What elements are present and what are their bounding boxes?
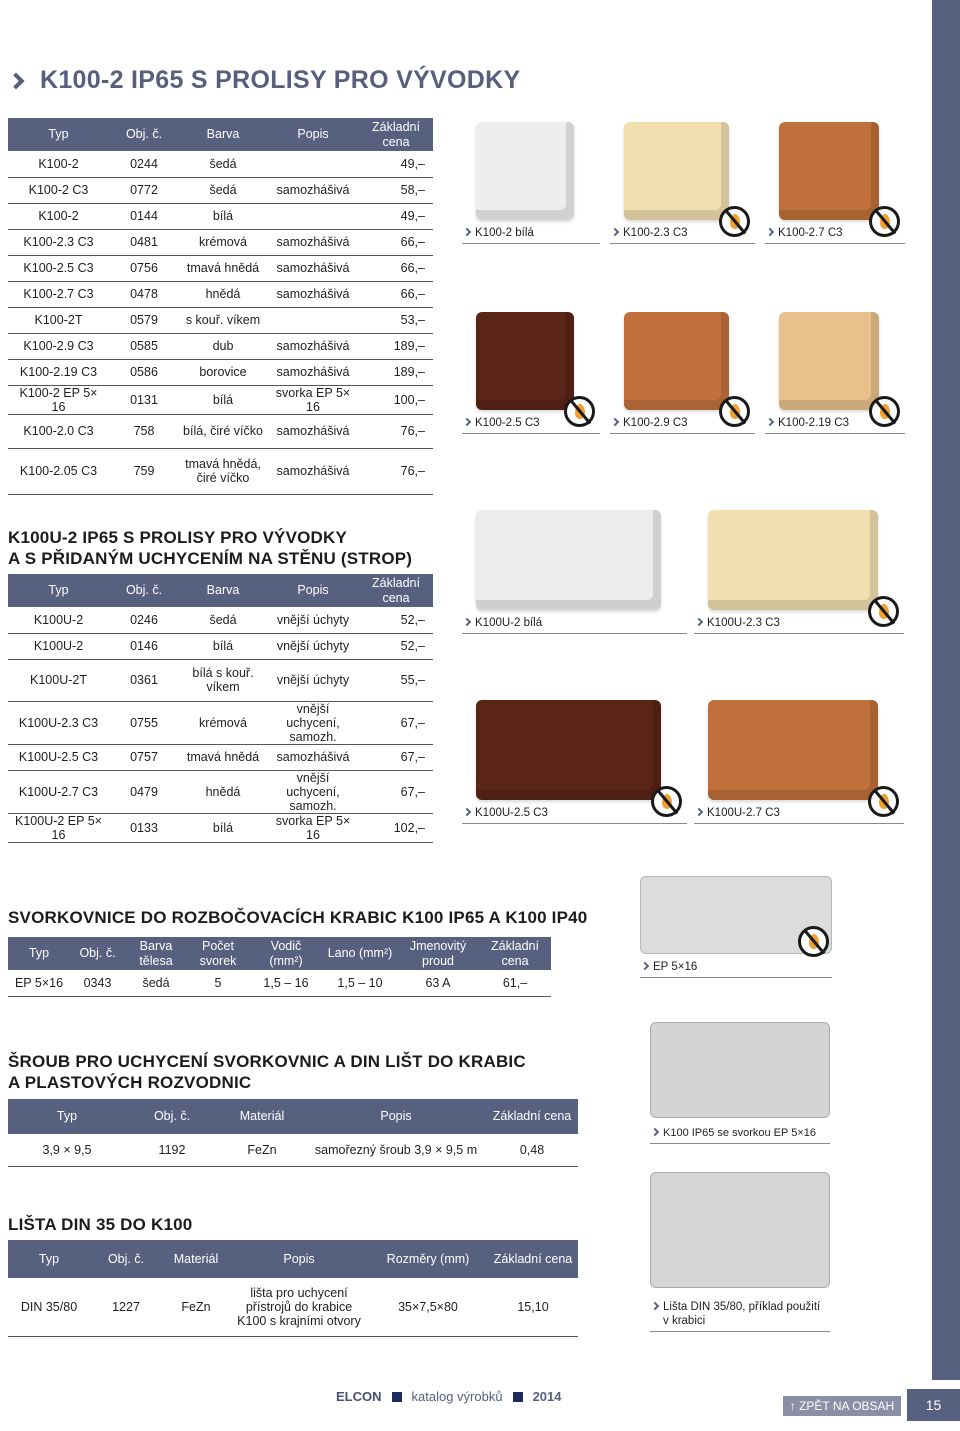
table-cell: samozhášivá: [267, 744, 359, 770]
column-header: Typ: [8, 1099, 126, 1134]
footer-year: 2014: [532, 1389, 562, 1404]
table-cell: tmavá hnědá: [179, 255, 267, 281]
table-cell: 0478: [109, 281, 179, 307]
product-label-text: K100-2.3 C3: [623, 227, 688, 239]
chevron-right-icon: [651, 1302, 659, 1310]
product-card: [462, 510, 687, 634]
product-photo: [708, 700, 878, 800]
product-card: [462, 122, 600, 244]
product-label-text: K100-2.9 C3: [623, 417, 688, 429]
table-cell: samořezný šroub 3,9 × 9,5 m: [306, 1134, 486, 1166]
table-cell: K100-2: [8, 203, 109, 229]
table-cell: 1227: [90, 1278, 162, 1336]
table-cell: krémová: [179, 229, 267, 255]
product-label-text: K100U-2.5 C3: [475, 807, 548, 819]
table-row: [8, 203, 433, 229]
table-cell: 0772: [109, 177, 179, 203]
column-header: Materiál: [218, 1099, 306, 1134]
table-cell: 189,–: [359, 333, 433, 359]
table-lista-din: [8, 1240, 578, 1337]
table-cell: 35×7,5×80: [368, 1278, 488, 1336]
table-cell: bílá: [179, 633, 267, 659]
table-cell: hnědá: [179, 281, 267, 307]
table-row: [8, 770, 433, 813]
table-row: [8, 177, 433, 203]
table-cell: 0755: [109, 701, 179, 744]
table-cell: 0244: [109, 151, 179, 177]
product-label: [462, 226, 600, 244]
table-row: [8, 359, 433, 385]
column-header: Základní cena: [359, 118, 433, 151]
table-cell: svorka EP 5× 16: [267, 813, 359, 842]
table-row: [8, 385, 433, 414]
product-label-text: K100U-2.7 C3: [707, 807, 780, 819]
table-cell: bílá s kouř. víkem: [179, 659, 267, 701]
fire-safe-icon: [719, 396, 750, 427]
column-header: Popis: [306, 1099, 486, 1134]
table-cell: K100U-2 EP 5× 16: [8, 813, 109, 842]
footer-brand: ELCON: [336, 1389, 382, 1404]
table-cell: [267, 307, 359, 333]
table-cell: 0586: [109, 359, 179, 385]
chevron-right-icon: [611, 228, 619, 236]
table-cell: tmavá hnědá: [179, 744, 267, 770]
table-cell: FeZn: [162, 1278, 230, 1336]
product-card: [610, 122, 755, 244]
table-cell: šedá: [179, 607, 267, 633]
column-header: Jmenovitý proud: [397, 937, 479, 970]
table-row: [8, 414, 433, 448]
table-cell: EP 5×16: [8, 970, 70, 996]
fire-safe-icon: [869, 396, 900, 427]
table-cell: bílá, čiré víčko: [179, 414, 267, 448]
page-number: 15: [907, 1389, 960, 1421]
table-cell: krémová: [179, 701, 267, 744]
table-row: [8, 659, 433, 701]
table-cell: K100-2 EP 5× 16: [8, 385, 109, 414]
table-cell: samozhášivá: [267, 281, 359, 307]
column-header: Barva tělesa: [125, 937, 187, 970]
product-photo: [779, 312, 879, 410]
table-row: [8, 151, 433, 177]
product-ep-5x16: [640, 876, 832, 986]
table-row: [8, 970, 551, 996]
product-card: [462, 700, 687, 824]
table-cell: K100U-2: [8, 633, 109, 659]
table-sroub: [8, 1099, 578, 1167]
table-cell: K100-2 C3: [8, 177, 109, 203]
footer: [336, 1389, 561, 1404]
footer-catalog: katalog výrobků: [411, 1389, 503, 1404]
table-cell: [267, 203, 359, 229]
table-cell: samozhášivá: [267, 333, 359, 359]
fire-safe-icon: [868, 596, 899, 627]
table-cell: DIN 35/80: [8, 1278, 90, 1336]
product-photo: [476, 122, 574, 220]
product-card: [765, 312, 905, 434]
product-k100-ip65-svorka: [650, 1022, 830, 1146]
column-header: Typ: [8, 1240, 90, 1278]
page-title: [8, 66, 520, 95]
table-cell: 100,–: [359, 385, 433, 414]
table-cell: 0144: [109, 203, 179, 229]
table-row: [8, 1134, 578, 1166]
table-cell: 0146: [109, 633, 179, 659]
table-cell: hnědá: [179, 770, 267, 813]
table-row: [8, 744, 433, 770]
table-cell: 0479: [109, 770, 179, 813]
table-cell: lišta pro uchycení přístrojů do krabice K100 s krajními otvory: [230, 1278, 368, 1336]
product-photo: [476, 510, 661, 610]
column-header: Obj. č.: [109, 574, 179, 607]
product-label: [462, 616, 687, 634]
table-cell: 0343: [70, 970, 125, 996]
column-header: Typ: [8, 118, 109, 151]
table-cell: bílá: [179, 813, 267, 842]
table-cell: 1192: [126, 1134, 218, 1166]
table-cell: K100-2.19 C3: [8, 359, 109, 385]
column-header: Popis: [267, 118, 359, 151]
chevron-right-icon: [463, 418, 471, 426]
product-photo: [624, 122, 729, 220]
chevron-right-icon: [695, 808, 703, 816]
table-cell: samozhášivá: [267, 414, 359, 448]
product-card: [462, 312, 600, 434]
product-label: [640, 960, 832, 978]
table-cell: 15,10: [488, 1278, 578, 1336]
table-cell: šedá: [179, 177, 267, 203]
table-cell: 49,–: [359, 151, 433, 177]
table-cell: 0246: [109, 607, 179, 633]
product-photo: [476, 312, 574, 410]
section-title-line: A S PŘIDANÝM UCHYCENÍM NA STĚNU (STROP): [8, 549, 413, 568]
table-header-row: [8, 118, 433, 151]
table-cell: borovice: [179, 359, 267, 385]
table-cell: 0756: [109, 255, 179, 281]
table-svorkovnice: [8, 937, 551, 997]
table-cell: K100U-2T: [8, 659, 109, 701]
table-cell: 759: [109, 448, 179, 494]
table-cell: 66,–: [359, 255, 433, 281]
table-cell: K100U-2.3 C3: [8, 701, 109, 744]
table-cell: 1,5 – 16: [249, 970, 323, 996]
section-title-line: A PLASTOVÝCH ROZVODNIC: [8, 1073, 252, 1092]
column-header: Popis: [230, 1240, 368, 1278]
product-photo: [476, 700, 661, 800]
column-header: Lano (mm²): [323, 937, 397, 970]
chevron-right-icon: [641, 962, 649, 970]
column-header: Obj. č.: [70, 937, 125, 970]
table-cell: K100-2.3 C3: [8, 229, 109, 255]
table-cell: vnější úchyty: [267, 633, 359, 659]
chevron-right-icon: [463, 618, 471, 626]
fire-safe-icon: [869, 206, 900, 237]
page-title-text: K100-2 IP65 S PROLISY PRO VÝVODKY: [40, 66, 521, 94]
chevron-right-icon: [766, 418, 774, 426]
table-cell: 5: [187, 970, 249, 996]
section-title-line: ŠROUB PRO UCHYCENÍ SVORKOVNIC A DIN LIŠT DO KRABIC: [8, 1052, 526, 1071]
table-cell: samozhášivá: [267, 448, 359, 494]
table-cell: 53,–: [359, 307, 433, 333]
column-header: Popis: [267, 574, 359, 607]
product-photo: [779, 122, 879, 220]
column-header: Základní cena: [486, 1099, 578, 1134]
table-cell: K100-2T: [8, 307, 109, 333]
product-photo: [624, 312, 729, 410]
table-cell: samozhášivá: [267, 359, 359, 385]
section-title-svorkovnice: SVORKOVNICE DO ROZBOČOVACÍCH KRABIC K100 IP65 A K100 IP40: [8, 908, 588, 927]
column-header: Vodič (mm²): [249, 937, 323, 970]
column-header: Základní cena: [479, 937, 551, 970]
section-title-line: K100U-2 IP65 S PROLISY PRO VÝVODKY: [8, 528, 348, 547]
table-cell: 67,–: [359, 770, 433, 813]
table-cell: K100-2: [8, 151, 109, 177]
square-bullet-icon: [392, 1392, 402, 1402]
column-header: Barva: [179, 118, 267, 151]
section-title-lista-din: LIŠTA DIN 35 DO K100: [8, 1215, 193, 1234]
table-header-row: [8, 574, 433, 607]
table-cell: 0131: [109, 385, 179, 414]
column-header: Barva: [179, 574, 267, 607]
product-label-text: K100-2.19 C3: [778, 417, 849, 429]
table-row: [8, 333, 433, 359]
table-cell: K100U-2.7 C3: [8, 770, 109, 813]
table-row: [8, 607, 433, 633]
table-cell: 0585: [109, 333, 179, 359]
column-header: Typ: [8, 574, 109, 607]
table-cell: K100-2.7 C3: [8, 281, 109, 307]
table-cell: K100-2.05 C3: [8, 448, 109, 494]
square-bullet-icon: [513, 1392, 523, 1402]
table-row: [8, 229, 433, 255]
table-row: [8, 448, 433, 494]
product-photo: [650, 1022, 830, 1118]
table-cell: 76,–: [359, 448, 433, 494]
table-cell: K100-2.9 C3: [8, 333, 109, 359]
chevron-right-icon: [8, 72, 25, 89]
table-cell: 0,48: [486, 1134, 578, 1166]
table-cell: vnější uchycení, samozh.: [267, 701, 359, 744]
chevron-right-icon: [611, 418, 619, 426]
product-label-text: K100U-2 bílá: [475, 617, 543, 629]
table-cell: 52,–: [359, 633, 433, 659]
table-cell: 102,–: [359, 813, 433, 842]
column-header: Základní cena: [488, 1240, 578, 1278]
table-cell: 66,–: [359, 281, 433, 307]
table-cell: svorka EP 5× 16: [267, 385, 359, 414]
table-cell: 66,–: [359, 229, 433, 255]
chevron-right-icon: [463, 808, 471, 816]
table-cell: 55,–: [359, 659, 433, 701]
table-cell: [267, 151, 359, 177]
product-label-text: K100U-2.3 C3: [707, 617, 780, 629]
table-cell: K100U-2.5 C3: [8, 744, 109, 770]
column-header: Rozměry (mm): [368, 1240, 488, 1278]
table-cell: 67,–: [359, 744, 433, 770]
table-cell: K100U-2: [8, 607, 109, 633]
table-cell: 61,–: [479, 970, 551, 996]
table-cell: K100-2.0 C3: [8, 414, 109, 448]
table-cell: tmavá hnědá, čiré víčko: [179, 448, 267, 494]
product-label-text: K100-2.5 C3: [475, 417, 540, 429]
product-label-text: EP 5×16: [653, 961, 698, 973]
product-label: [650, 1300, 830, 1332]
table-cell: dub: [179, 333, 267, 359]
table-header-row: [8, 937, 551, 970]
table-cell: FeZn: [218, 1134, 306, 1166]
table-k100-2: [8, 118, 433, 495]
table-cell: 63 A: [397, 970, 479, 996]
chevron-right-icon: [695, 618, 703, 626]
table-cell: samozhášivá: [267, 255, 359, 281]
table-cell: 49,–: [359, 203, 433, 229]
fire-safe-icon: [868, 786, 899, 817]
fire-safe-icon: [719, 206, 750, 237]
chevron-right-icon: [463, 228, 471, 236]
table-k100u-2: [8, 574, 433, 843]
product-card: [610, 312, 755, 434]
column-header: Obj. č.: [90, 1240, 162, 1278]
table-cell: 67,–: [359, 701, 433, 744]
column-header: Materiál: [162, 1240, 230, 1278]
table-cell: 52,–: [359, 607, 433, 633]
table-header-row: [8, 1240, 578, 1278]
table-header-row: [8, 1099, 578, 1134]
table-row: [8, 701, 433, 744]
table-cell: 189,–: [359, 359, 433, 385]
product-photo: [708, 510, 878, 610]
column-header: Obj. č.: [126, 1099, 218, 1134]
table-cell: s kouř. víkem: [179, 307, 267, 333]
product-card: [694, 510, 904, 634]
table-row: [8, 255, 433, 281]
product-label-text: v krabici: [663, 1315, 706, 1327]
column-header: Počet svorek: [187, 937, 249, 970]
product-label-text: K100 IP65 se svorkou EP 5×16: [663, 1127, 816, 1139]
product-label-text: K100-2.7 C3: [778, 227, 843, 239]
table-cell: samozhášivá: [267, 229, 359, 255]
product-photo: [650, 1172, 830, 1288]
table-cell: bílá: [179, 203, 267, 229]
table-cell: bílá: [179, 385, 267, 414]
table-cell: samozhášivá: [267, 177, 359, 203]
table-cell: vnější úchyty: [267, 659, 359, 701]
product-card: [765, 122, 905, 244]
section-title-sroub: [8, 1051, 526, 1093]
column-header: Obj. č.: [109, 118, 179, 151]
table-cell: vnější uchycení, samozh.: [267, 770, 359, 813]
chevron-right-icon: [766, 228, 774, 236]
table-cell: 3,9 × 9,5: [8, 1134, 126, 1166]
table-cell: šedá: [125, 970, 187, 996]
table-cell: 0579: [109, 307, 179, 333]
column-header: Typ: [8, 937, 70, 970]
table-cell: 0361: [109, 659, 179, 701]
table-cell: 0481: [109, 229, 179, 255]
table-row: [8, 1278, 578, 1336]
fire-safe-icon: [651, 786, 682, 817]
table-cell: 76,–: [359, 414, 433, 448]
product-label-text: K100-2 bílá: [475, 227, 534, 239]
column-header: Základní cena: [359, 574, 433, 607]
table-cell: 0133: [109, 813, 179, 842]
table-cell: 0757: [109, 744, 179, 770]
product-card: [694, 700, 904, 824]
section-title-k100u-2: [8, 527, 412, 569]
table-row: [8, 281, 433, 307]
page-sidebar: [932, 0, 960, 1380]
chevron-right-icon: [651, 1128, 659, 1136]
back-to-contents-button[interactable]: ↑ ZPĚT NA OBSAH: [783, 1396, 901, 1416]
table-cell: vnější úchyty: [267, 607, 359, 633]
table-cell: 58,–: [359, 177, 433, 203]
table-cell: šedá: [179, 151, 267, 177]
table-cell: 758: [109, 414, 179, 448]
table-cell: 1,5 – 10: [323, 970, 397, 996]
table-cell: K100-2.5 C3: [8, 255, 109, 281]
fire-safe-icon: [564, 396, 595, 427]
product-lista-din: [650, 1172, 830, 1338]
table-row: [8, 633, 433, 659]
fire-safe-icon: [798, 926, 829, 957]
product-label: [650, 1126, 830, 1144]
product-label-text: Lišta DIN 35/80, příklad použití: [663, 1301, 821, 1313]
table-row: [8, 813, 433, 842]
table-row: [8, 307, 433, 333]
